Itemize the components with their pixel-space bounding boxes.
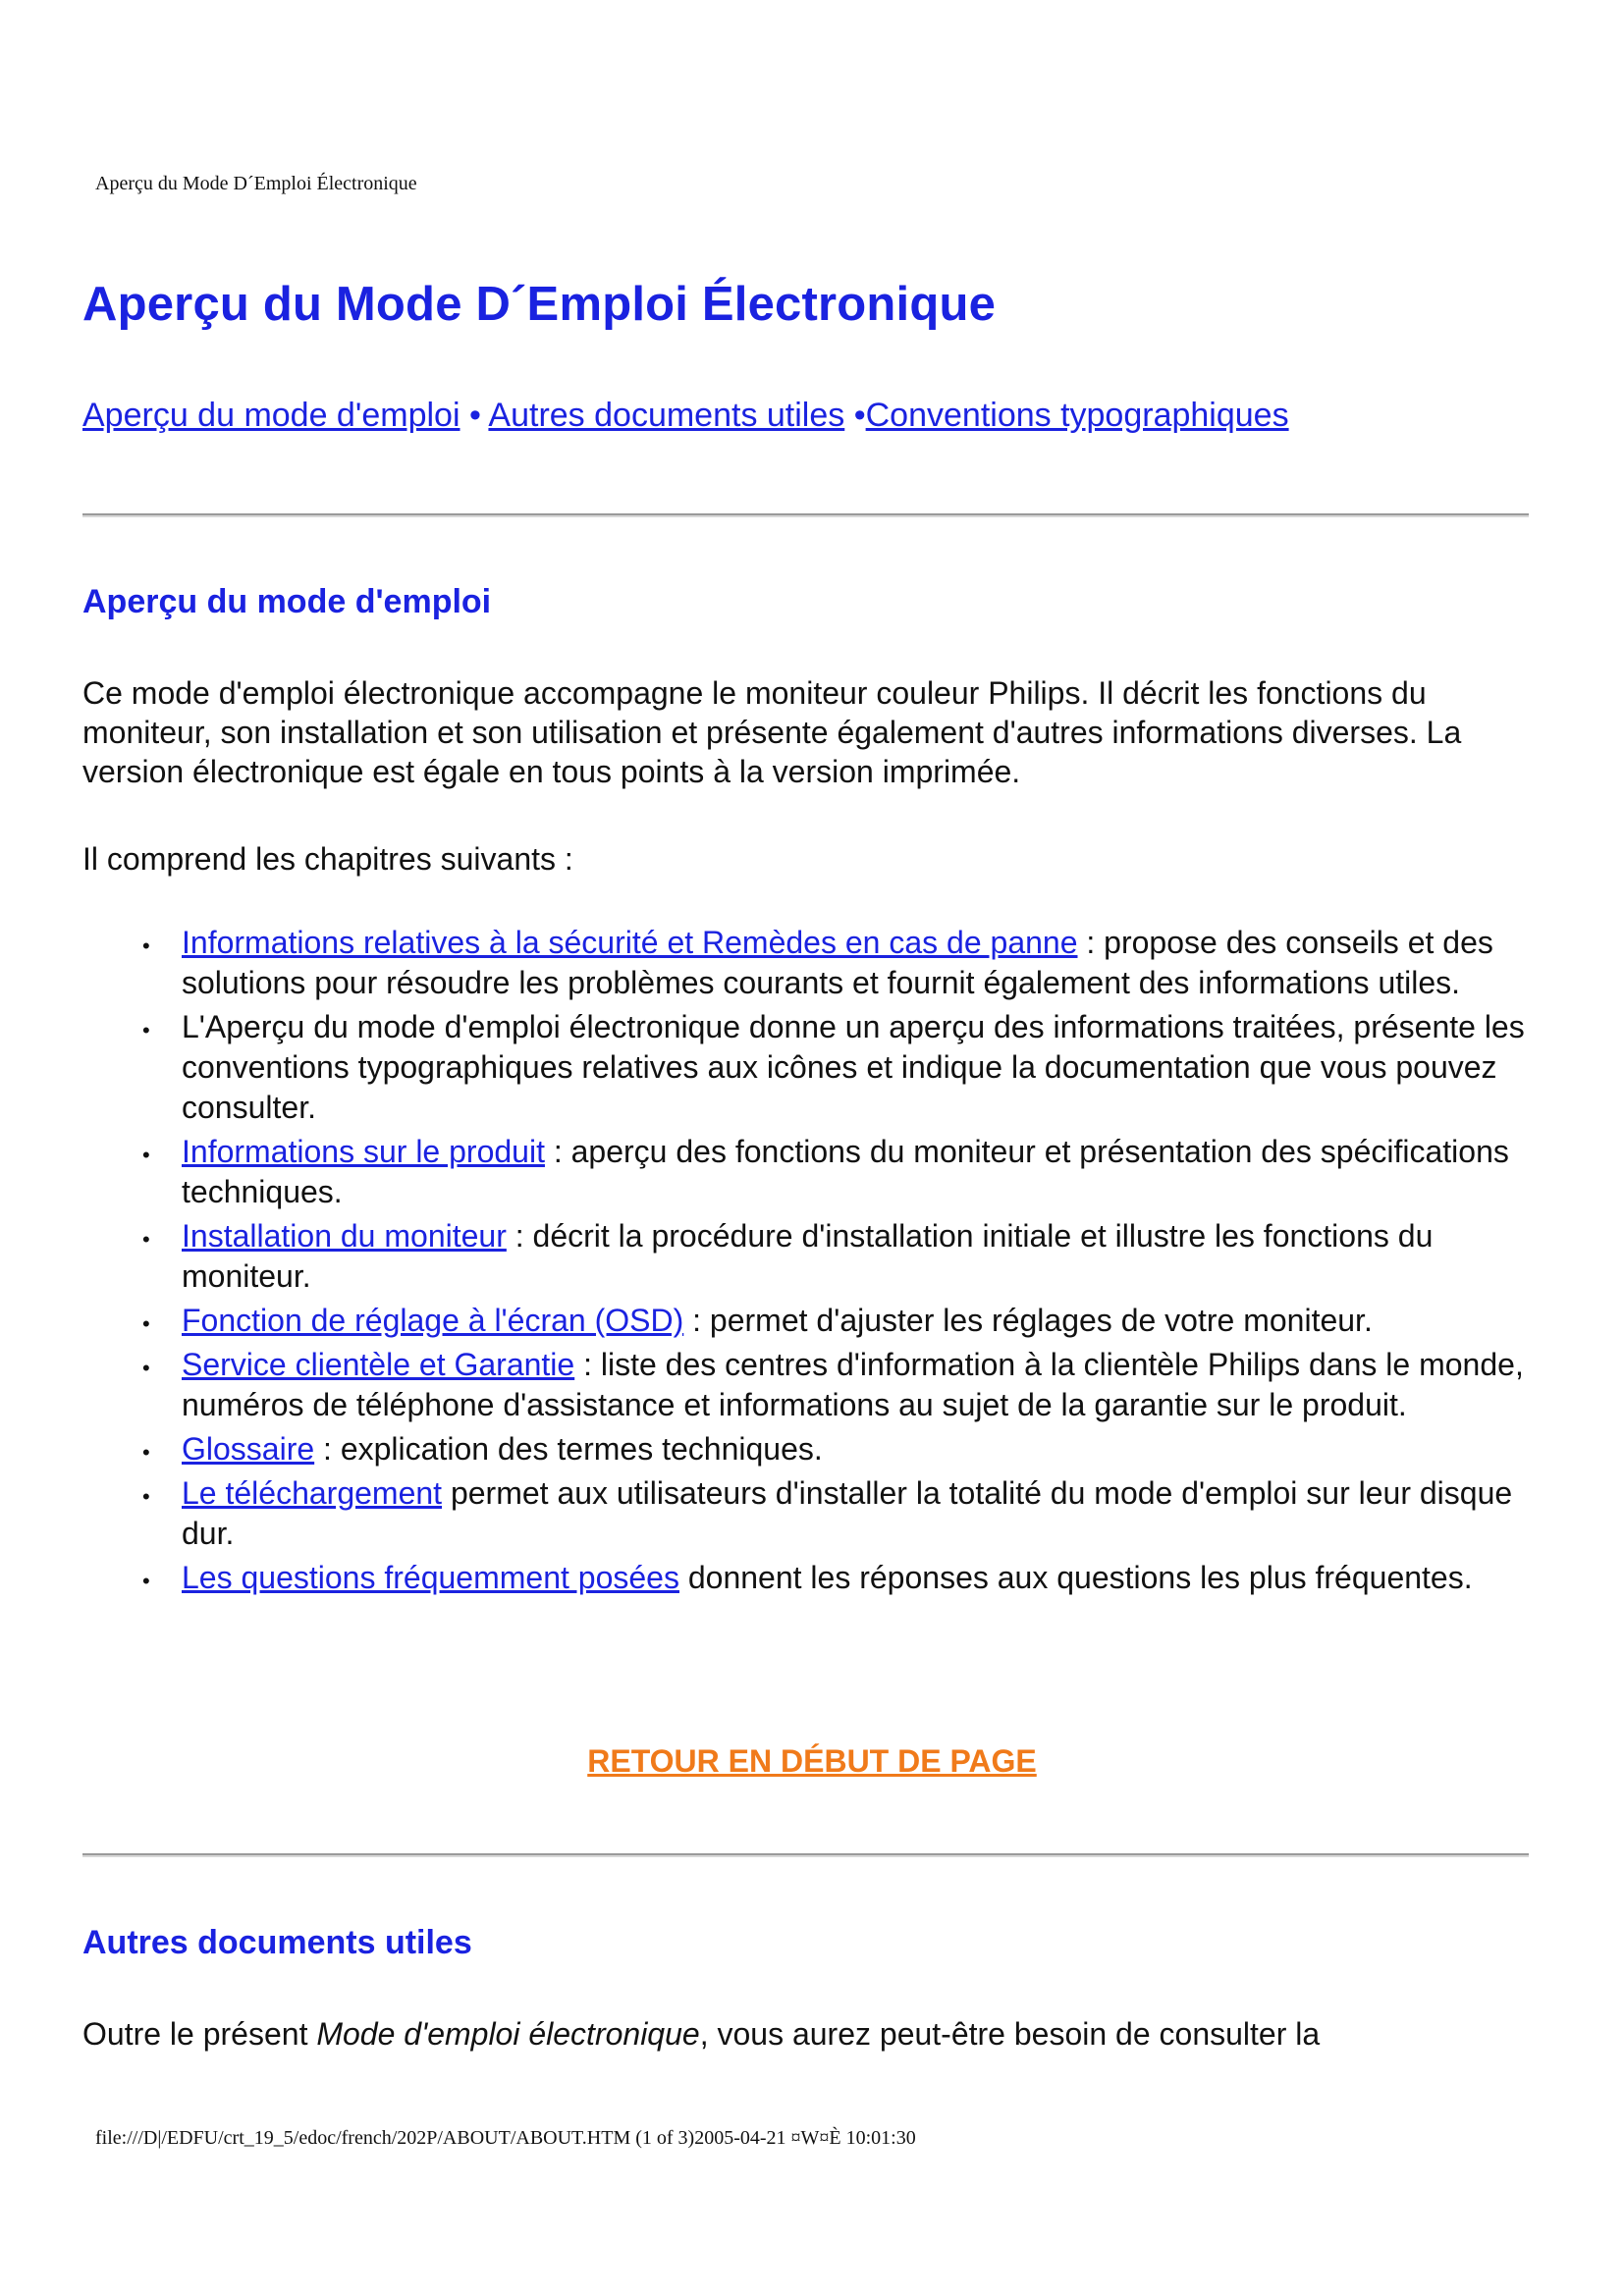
list-item bbox=[137, 1132, 1542, 1212]
page-title: Aperçu du Mode D´Emploi Électronique bbox=[82, 278, 997, 331]
list-item-text: : permet d'ajuster les réglages de votre moniteur. bbox=[683, 1303, 1373, 1338]
list-item bbox=[137, 1216, 1542, 1297]
link-installation[interactable]: Installation du moniteur bbox=[182, 1218, 507, 1254]
list-item bbox=[137, 923, 1542, 1003]
list-item bbox=[137, 1007, 1542, 1128]
back-to-top bbox=[0, 1743, 1624, 1780]
header-title: Aperçu du Mode D´Emploi Électronique bbox=[95, 173, 417, 194]
footer-file-path: file:///D|/EDFU/crt_19_5/edoc/french/202P/ABOUT/ABOUT.HTM (1 of 3)2005-04-21 ¤W¤È 10:01:30 bbox=[95, 2127, 916, 2149]
list-item-text: : aperçu des fonctions du moniteur et présentation des spécifications techniques. bbox=[182, 1134, 1509, 1209]
link-produit[interactable]: Informations sur le produit bbox=[182, 1134, 545, 1169]
bullet-icon: • bbox=[142, 1440, 150, 1465]
link-telechargement[interactable]: Le téléchargement bbox=[182, 1475, 443, 1511]
chapters-list bbox=[137, 923, 1542, 1602]
back-to-top-link[interactable]: RETOUR EN DÉBUT DE PAGE bbox=[587, 1743, 1037, 1779]
section-heading-autres-documents: Autres documents utiles bbox=[82, 1924, 472, 1961]
chapters-intro: Il comprend les chapitres suivants : bbox=[82, 841, 573, 877]
link-faq[interactable]: Les questions fréquemment posées bbox=[182, 1560, 679, 1595]
list-item bbox=[137, 1473, 1542, 1554]
list-item bbox=[137, 1429, 1542, 1469]
section-heading-apercu: Aperçu du mode d'emploi bbox=[82, 583, 492, 620]
section2-text: , vous aurez peut-être besoin de consulter la bbox=[699, 2016, 1321, 2052]
list-item bbox=[137, 1301, 1542, 1341]
bullet-icon: • bbox=[142, 1356, 150, 1380]
bullet-icon: • bbox=[142, 934, 150, 958]
list-item-text: L'Aperçu du mode d'emploi électronique donne un aperçu des informations traitées, présente les conventions typographiques relatives aux icônes et indique la documentation que vous pouvez consulter. bbox=[182, 1009, 1525, 1125]
list-item-text: permet aux utilisateurs d'installer la totalité du mode d'emploi sur leur disque dur. bbox=[182, 1475, 1513, 1551]
list-item-text: donnent les réponses aux questions les plus fréquentes. bbox=[678, 1560, 1473, 1595]
list-item bbox=[137, 1558, 1542, 1598]
list-item-text: : propose des conseils et des solutions pour résoudre les problèmes courants et fournit également des informations utiles. bbox=[182, 925, 1493, 1000]
nav-link-conventions[interactable]: Conventions typographiques bbox=[865, 397, 1289, 434]
link-glossaire[interactable]: Glossaire bbox=[182, 1431, 315, 1467]
link-securite[interactable]: Informations relatives à la sécurité et Remèdes en cas de panne bbox=[182, 925, 1078, 960]
bullet-icon: • bbox=[142, 1018, 150, 1042]
nav-separator: • bbox=[844, 397, 866, 434]
list-item bbox=[137, 1345, 1542, 1425]
section-nav bbox=[82, 397, 1289, 435]
list-item-text: : explication des termes techniques. bbox=[314, 1431, 823, 1467]
bullet-icon: • bbox=[142, 1484, 150, 1509]
bullet-icon: • bbox=[142, 1311, 150, 1336]
intro-paragraph: Ce mode d'emploi électronique accompagne le moniteur couleur Philips. Il décrit les fonctions du moniteur, son installation et son utilisation et présente également d'autres informations diverses. La version électronique est égale en tous points à la version imprimée. bbox=[82, 675, 1462, 789]
section2-emphasis: Mode d'emploi électronique bbox=[316, 2016, 700, 2052]
nav-link-autres-documents[interactable]: Autres documents utiles bbox=[488, 397, 845, 434]
nav-separator: • bbox=[460, 397, 489, 434]
bullet-icon: • bbox=[142, 1569, 150, 1593]
horizontal-rule bbox=[82, 513, 1529, 517]
link-osd[interactable]: Fonction de réglage à l'écran (OSD) bbox=[182, 1303, 684, 1338]
horizontal-rule bbox=[82, 1853, 1529, 1857]
bullet-icon: • bbox=[142, 1143, 150, 1167]
bullet-icon: • bbox=[142, 1227, 150, 1252]
section2-paragraph bbox=[82, 2014, 1536, 2054]
list-item-text: : liste des centres d'information à la clientèle Philips dans le monde, numéros de téléphone d'assistance et informations au sujet de la garantie sur le produit. bbox=[182, 1347, 1524, 1422]
section2-text: Outre le présent bbox=[82, 2016, 317, 2052]
nav-link-apercu[interactable]: Aperçu du mode d'emploi bbox=[82, 397, 460, 434]
list-item-text: : décrit la procédure d'installation initiale et illustre les fonctions du moniteur. bbox=[182, 1218, 1434, 1294]
link-service-garantie[interactable]: Service clientèle et Garantie bbox=[182, 1347, 575, 1382]
